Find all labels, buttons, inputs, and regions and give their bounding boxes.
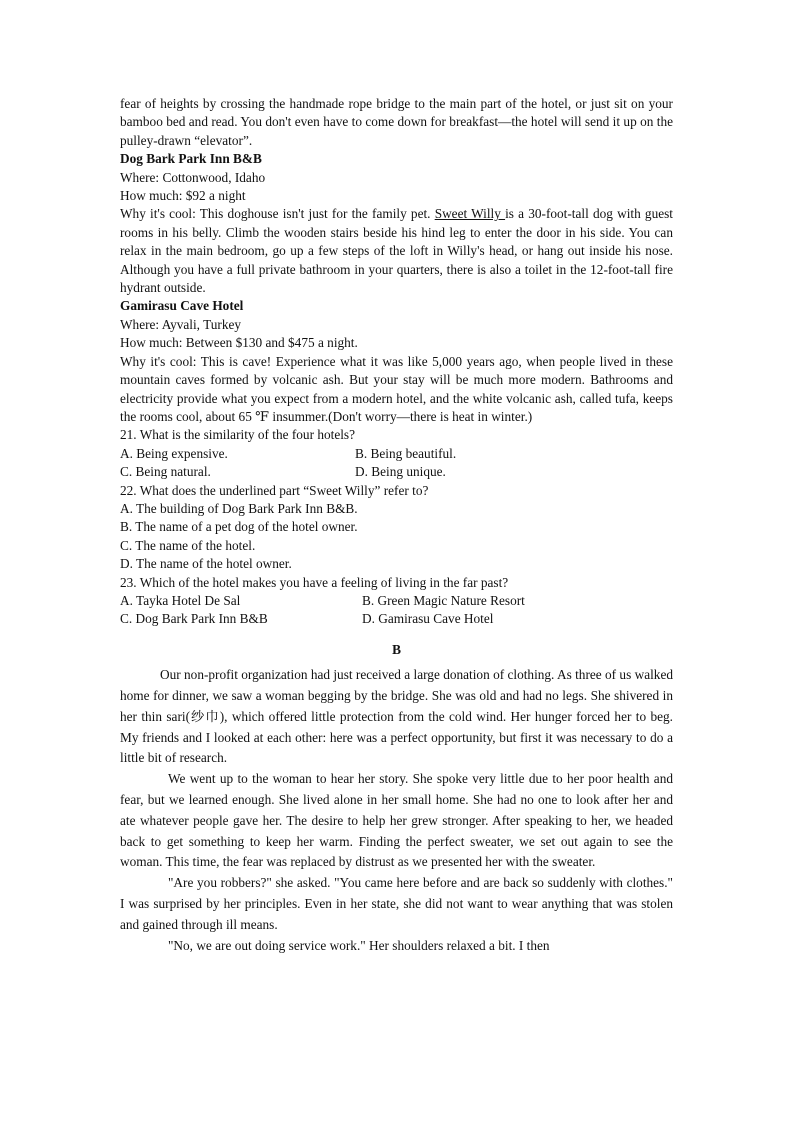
option: B. Green Magic Nature Resort — [362, 592, 525, 608]
option: C. Being natural. — [120, 464, 211, 480]
option: A. The building of Dog Bark Park Inn B&B. — [120, 500, 358, 516]
hotel-dog-why — [120, 205, 673, 297]
option: C. The name of the hotel. — [120, 537, 256, 553]
hotel-dog-price: How much: $92 a night — [120, 188, 246, 204]
option: C. Dog Bark Park Inn B&B — [120, 611, 268, 627]
passage-paragraph: "Are you robbers?" she asked. "You came here before and are back so suddenly with clothes." I was surprised by her principles. Even in her state, she did not want to wear anything that was stolen and gained through ill means. — [120, 875, 673, 932]
passage-paragraph: Our non-profit organization had just received a large donation of clothing. As three of us walked home for dinner, we saw a woman begging by the bridge. She was old and had no legs. She shivered in her thin sari(纱巾), which offered little protection from the cold wind. Her hunger forced her to beg. My friends and I looked at each other: here was a perfect opportunity, but first it was necessary to do a little bit of research. — [120, 667, 673, 766]
question-22: 22. What does the underlined part “Sweet Willy” refer to? — [120, 482, 429, 498]
hotel-dog-why-rest: is a 30-foot-tall dog with guest rooms in his belly. Climb the wooden stairs beside his hind leg to enter the door in his side. You can relax in the main bedroom, go up a few steps of the loft in Willy's head, or hang out inside his nose. Although you have a full private bathroom in your quarters, there is also a toilet in the 12-foot-tall fire hydrant outside. — [120, 206, 673, 296]
document-page — [120, 95, 673, 956]
hotel-dog-name: Dog Bark Park Inn B&B — [120, 151, 262, 167]
passage-paragraph: "No, we are out doing service work." Her shoulders relaxed a bit. I then — [168, 937, 550, 953]
hotel-dog-where: Where: Cottonwood, Idaho — [120, 169, 266, 185]
option: B. Being beautiful. — [355, 445, 457, 461]
hotel-cave-name: Gamirasu Cave Hotel — [120, 298, 244, 314]
sweet-willy-underlined: Sweet Willy — [434, 206, 506, 222]
option: D. Gamirasu Cave Hotel — [362, 611, 494, 627]
passage-paragraph: We went up to the woman to hear her story. She spoke very little due to her poor health and fear, but we learned enough. She lived alone in her small home. She had no one to look after her and ate whatever people gave her. The desire to help her grew stronger. After speaking to her, we headed back to get something to keep her warm. Finding the perfect sweater, we set out again to see the woman. This time, the fear was replaced by distrust as we presented her with the sweater. — [120, 771, 673, 870]
option: B. The name of a pet dog of the hotel owner. — [120, 519, 358, 535]
question-23-options-row-1 — [120, 592, 673, 610]
option: A. Being expensive. — [120, 445, 228, 461]
hotel-dog-why-prefix: Why it's cool: This doghouse isn't just for the family pet. — [120, 206, 435, 222]
question-21-options-row-2 — [120, 463, 673, 481]
question-23-options-row-2 — [120, 610, 673, 628]
question-21-options-row-1 — [120, 445, 673, 463]
hotel-cave-where: Where: Ayvali, Turkey — [120, 316, 242, 332]
hotel-cave-why: Why it's cool: This is cave! Experience what it was like 5,000 years ago, when people lived in these mountain caves formed by volcanic ash. But your stay will be much more modern. Bathrooms and electricity provide what you expect from a modern hotel, and the white volcanic ash, called tufa, keeps the rooms cool, about 65 ℉ insummer.(Don't worry—there is heat in winter.) — [120, 353, 673, 424]
intro-paragraph: fear of heights by crossing the handmade rope bridge to the main part of the hotel, or just sit on your bamboo bed and read. You don't even have to come down for breakfast—the hotel will send it up on the pulley-drawn “elevator”. — [120, 96, 673, 148]
option: D. Being unique. — [355, 464, 446, 480]
section-heading: B — [392, 641, 401, 657]
question-23: 23. Which of the hotel makes you have a feeling of living in the far past? — [120, 574, 509, 590]
hotel-cave-price: How much: Between $130 and $475 a night. — [120, 335, 358, 351]
question-21: 21. What is the similarity of the four hotels? — [120, 427, 355, 443]
option: D. The name of the hotel owner. — [120, 556, 292, 572]
option: A. Tayka Hotel De Sal — [120, 592, 241, 608]
